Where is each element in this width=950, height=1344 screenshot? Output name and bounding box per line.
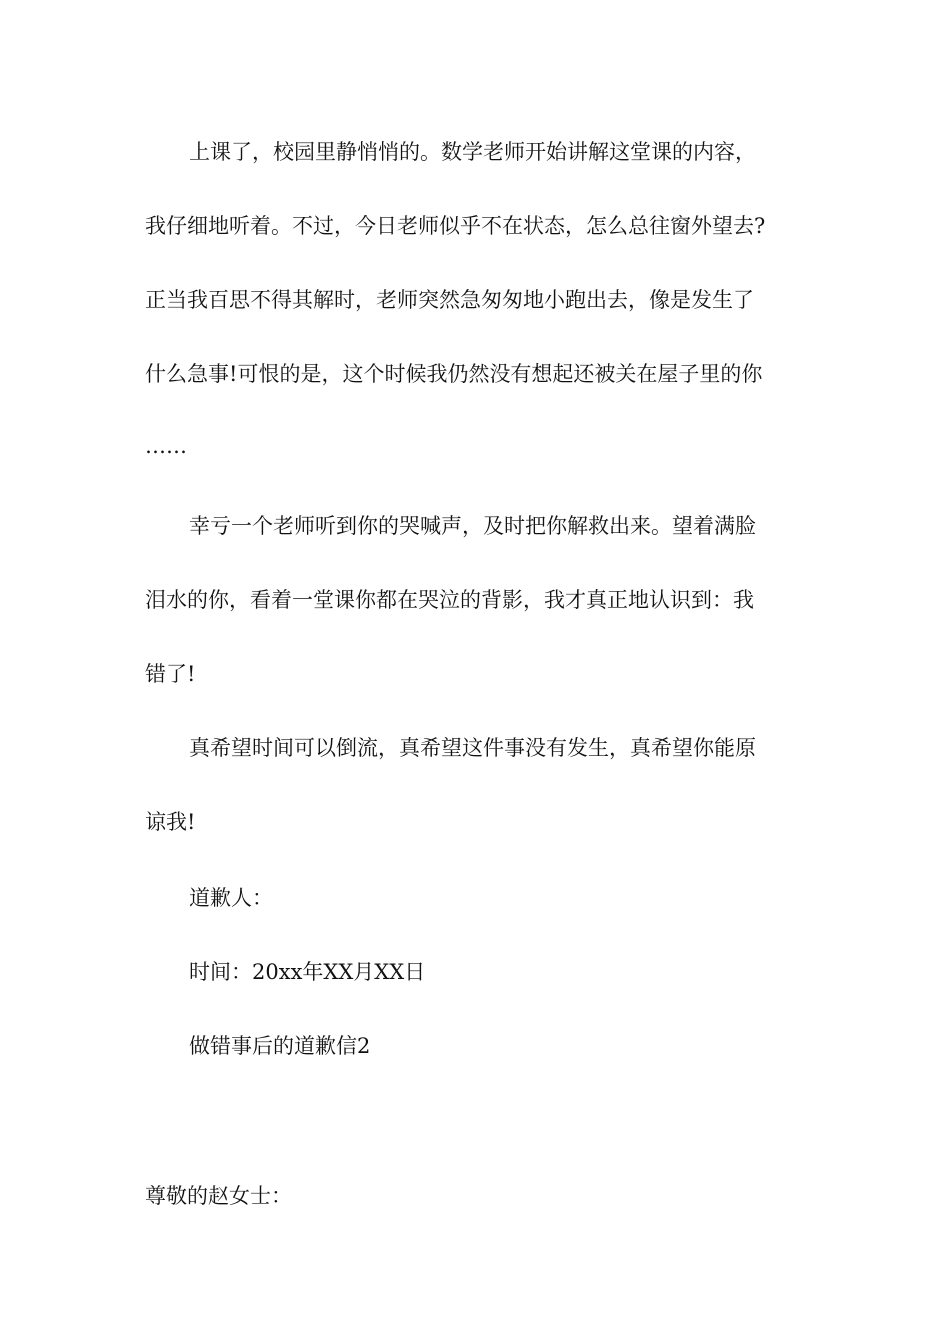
paragraph-2-line-2: 泪水的你，看着一堂课你都在哭泣的背影，我才真正地认识到：我 [145, 588, 754, 612]
apologizer-label: 道歉人： [189, 886, 273, 910]
paragraph-1-line-2: 我仔细地听着。不过，今日老师似乎不在状态，怎么总往窗外望去? [145, 214, 766, 238]
paragraph-3-line-2: 谅我! [145, 810, 196, 834]
paragraph-1-line-1: 上课了，校园里静悄悄的。数学老师开始讲解这堂课的内容， [189, 140, 756, 164]
paragraph-3-line-1: 真希望时间可以倒流，真希望这件事没有发生，真希望你能原 [189, 736, 756, 760]
paragraph-2-line-3: 错了! [145, 662, 196, 686]
paragraph-2-line-1: 幸亏一个老师听到你的哭喊声，及时把你解救出来。望着满脸 [189, 514, 756, 538]
paragraph-1-line-3: 正当我百思不得其解时，老师突然急匆匆地小跑出去，像是发生了 [145, 288, 754, 312]
paragraph-1-line-4: 什么急事!可恨的是，这个时候我仍然没有想起还被关在屋子里的你 [145, 362, 763, 386]
paragraph-1-line-5: …… [145, 434, 187, 458]
salutation: 尊敬的赵女士： [145, 1184, 292, 1208]
time-label: 时间：20xx年XX月XX日 [189, 960, 426, 984]
next-letter-title: 做错事后的道歉信2 [189, 1034, 371, 1058]
